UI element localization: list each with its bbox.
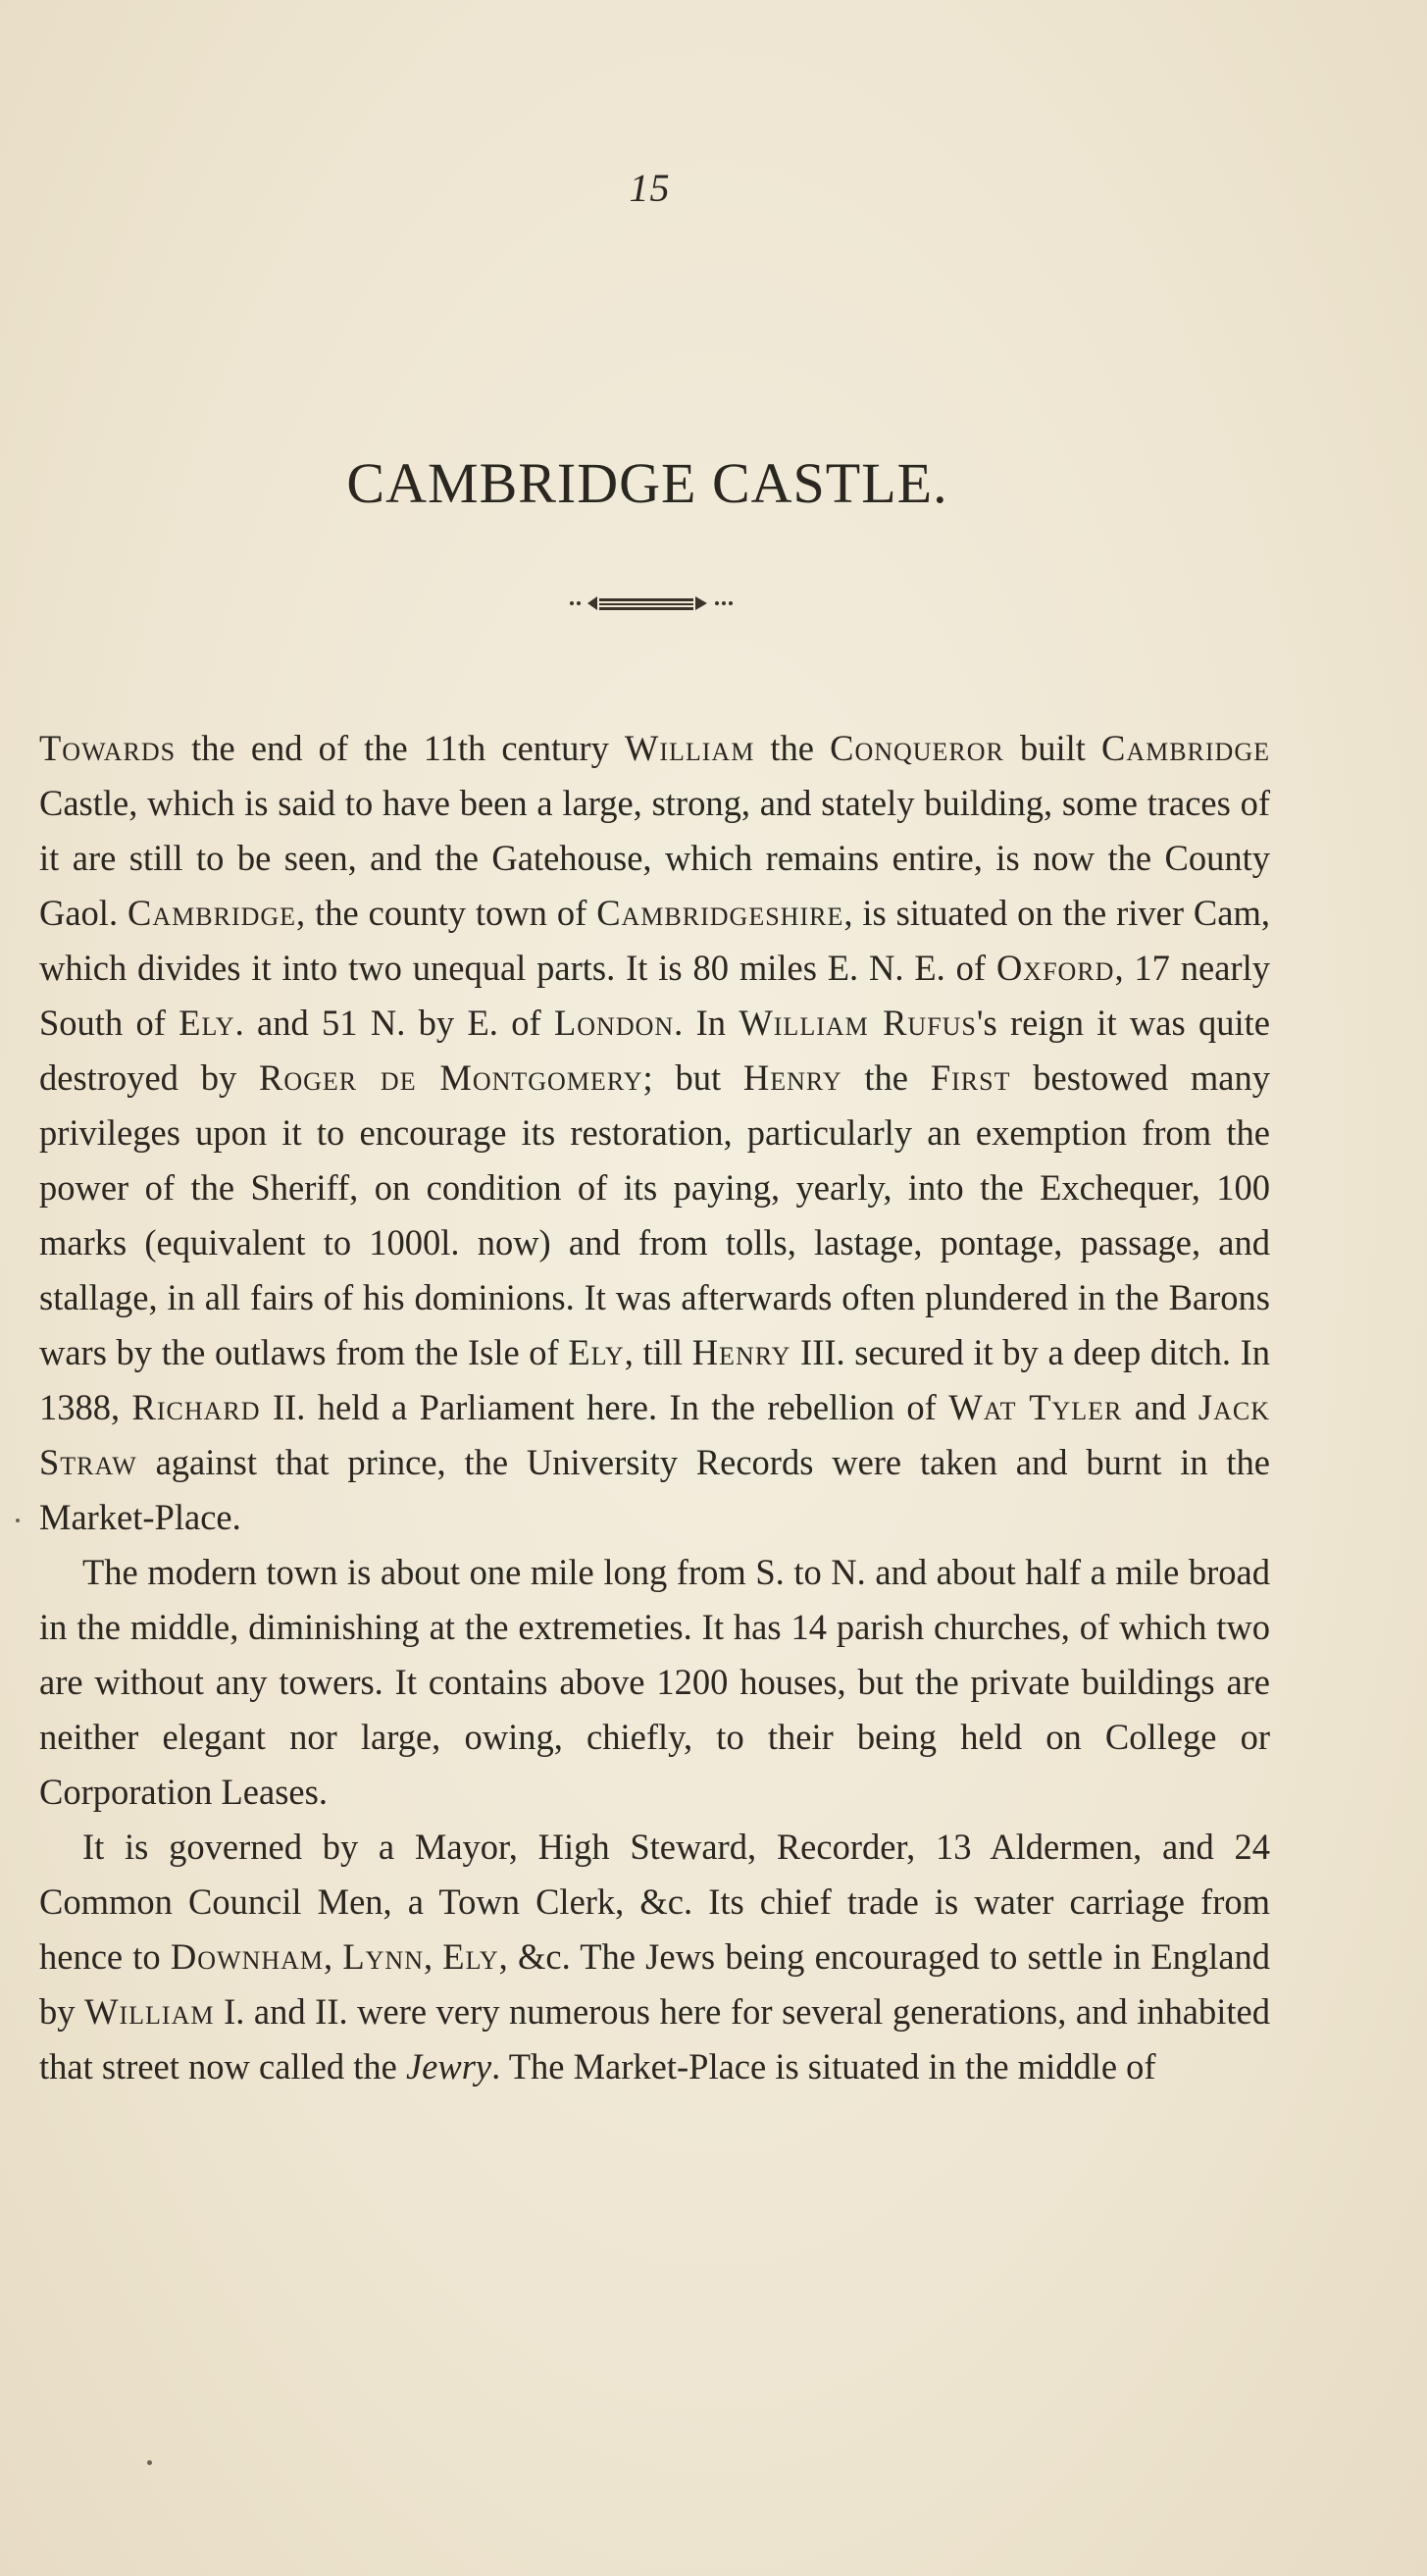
small-caps-run: Cambridge bbox=[1100, 728, 1270, 768]
small-caps-run: Ely bbox=[442, 1936, 499, 1977]
small-caps-run: Lynn bbox=[342, 1936, 424, 1977]
paragraph: It is governed by a Mayor, High Steward, Recorder, 13 Aldermen, and 24 Common Council Men, a Town Clerk, &c. Its chief trade is water carriage from hence to Downham, Lynn, Ely, &c. The Jews being encouraged to settle in England by William I. and II. were very numerous here for several generations, and inhabited that street now called the Jewry. The Market-Place is situated in the middle of bbox=[39, 1827, 1271, 2087]
small-caps-run: Roger de Montgomery bbox=[259, 1057, 643, 1098]
small-caps-run: First bbox=[930, 1057, 1011, 1098]
small-caps-run: William bbox=[84, 1991, 215, 2032]
small-caps-run: Ely bbox=[568, 1332, 625, 1372]
small-caps-run: Cambridge bbox=[127, 893, 297, 933]
small-caps-run: Richard bbox=[131, 1387, 261, 1427]
italic-run: Jewry bbox=[405, 2046, 492, 2087]
body-text bbox=[39, 721, 1270, 2094]
small-caps-run: Towards bbox=[39, 728, 177, 768]
small-caps-run: London bbox=[553, 1003, 675, 1043]
ink-speck bbox=[16, 1519, 20, 1522]
small-caps-run: Ely bbox=[178, 1003, 235, 1043]
chapter-title: CAMBRIDGE CASTLE. bbox=[346, 450, 948, 515]
small-caps-run: Jack Straw bbox=[39, 1387, 1271, 1482]
paragraph: Towards the end of the 11th century William the Conqueror built Cambridge Castle, which is said to have been a large, strong, and stately building, some traces of it are still to be seen, and the Gatehouse, which remains entire, is now the County Gaol. Cambridge, the county town of Cambridgeshire, is situated on the river Cam, which divides it into two unequal parts. It is 80 miles E. N. E. of Oxford, 17 nearly South of Ely. and 51 N. by E. of London. In William Rufus's reign it was quite destroyed by Roger de Montgomery; but Henry the First bestowed many privileges upon it to encourage its restoration, particularly an exemption from the power of the Sheriff, on condition of its paying, yearly, into the Exchequer, 100 marks (equivalent to 1000l. now) and from tolls, lastage, pontage, passage, and stallage, in all fairs of his dominions. It was afterwards often plundered in the Barons wars by the outlaws from the Isle of Ely, till Henry III. secured it by a deep ditch. In 1388, Richard II. held a Parliament here. In the rebellion of Wat Tyler and Jack Straw against that prince, the University Records were taken and burnt in the Market-Place. bbox=[39, 728, 1271, 1537]
small-caps-run: William Rufus bbox=[739, 1003, 977, 1043]
page-number: 15 bbox=[629, 166, 671, 210]
ink-speck bbox=[147, 2460, 152, 2465]
small-caps-run: Cambridgeshire bbox=[596, 893, 844, 933]
small-caps-run: Henry bbox=[742, 1057, 842, 1098]
small-caps-run: William bbox=[624, 728, 755, 768]
small-caps-run: Downham bbox=[170, 1936, 325, 1977]
small-caps-run: Wat Tyler bbox=[948, 1387, 1123, 1427]
small-caps-run: Oxford bbox=[995, 948, 1115, 988]
paragraph: The modern town is about one mile long from S. to N. and about half a mile broad in the middle, diminishing at the extremeties. It has 14 parish churches, of which two are without any towers. It contains above 1200 houses, but the private buildings are neither elegant nor large, owing, chiefly, to their being held on College or Corporation Leases. bbox=[39, 1552, 1270, 1812]
small-caps-run: Conqueror bbox=[830, 728, 1004, 768]
ornament-divider-icon bbox=[564, 592, 740, 614]
small-caps-run: Henry bbox=[691, 1332, 791, 1372]
